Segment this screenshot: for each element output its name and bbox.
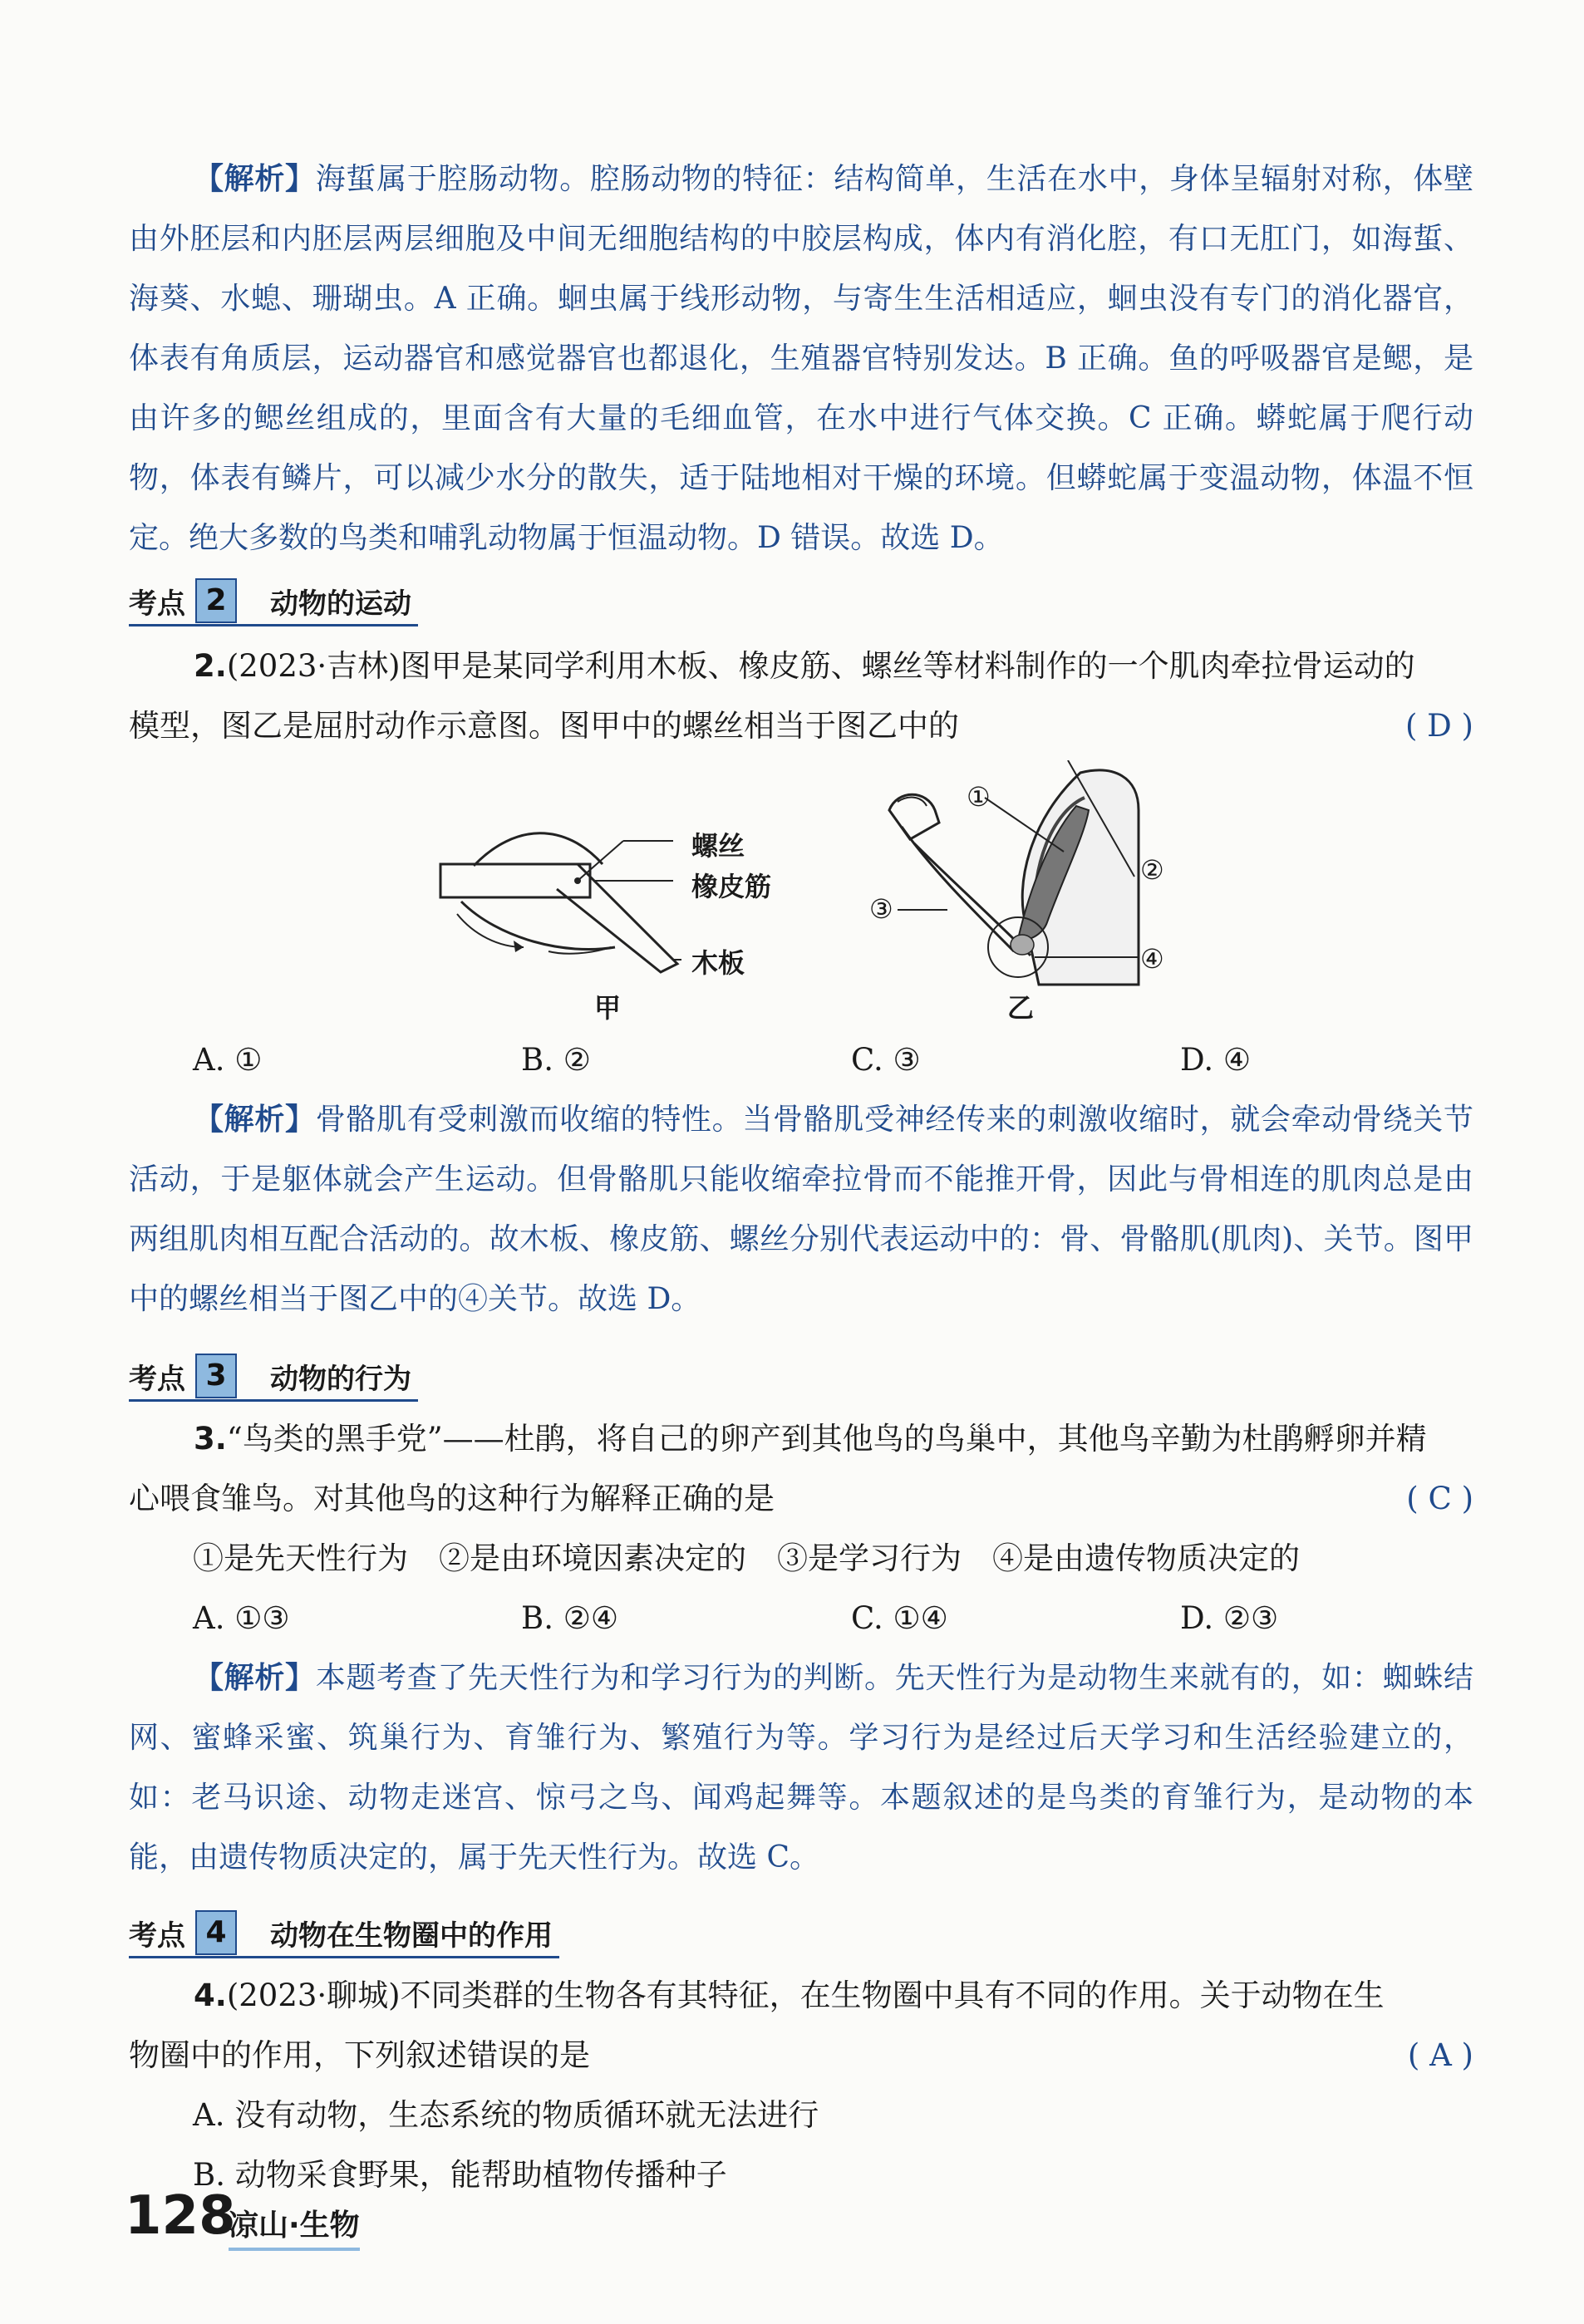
q2-line-1: [129, 636, 1473, 696]
analysis-tag: 【解析】: [194, 1661, 316, 1695]
q3-option-d[interactable]: D. ②③: [1180, 1600, 1279, 1636]
q4-answer: ( A ): [1407, 2037, 1473, 2073]
analysis-2-text: 骨骼肌有受刺激而收缩的特性。当骨骼肌受神经传来的刺激收缩时，就会牵动骨绕关节活动，于是躯体就会产生运动。但骨骼肌只能收缩牵拉骨而不能推开骨，因此与骨相连的肌肉总是由两组肌肉相互配合活动的。故木板、橡皮筋、螺丝分别代表运动中的：骨、骨骼肌(肌肉)、关节。图甲中的螺丝相当于图乙中的④关节。故选 D。: [129, 1103, 1473, 1316]
section-title: 动物的运动: [270, 587, 411, 621]
marker-2: ②: [1140, 854, 1164, 886]
q4-number: 4.: [194, 1978, 227, 2013]
analysis-2: [129, 1090, 1473, 1329]
q2-option-d[interactable]: D. ④: [1180, 1042, 1252, 1078]
q2-line-2: [129, 696, 1473, 756]
label-luosi: 螺丝: [691, 830, 745, 862]
q4-text-2: 物圈中的作用，下列叙述错误的是: [129, 2037, 590, 2073]
analysis-tag: 【解析】: [194, 1103, 316, 1137]
analysis-1-text: 海蜇属于腔肠动物。腔肠动物的特征：结构简单，生活在水中，身体呈辐射对称，体壁由外胚层和内胚层两层细胞及中间无细胞结构的中胶层构成，体内有消化腔，有口无肛门，如海蜇、海葵、水螅、珊瑚虫。A 正确。蛔虫属于线形动物，与寄生生活相适应，蛔虫没有专门的消化器官，体表有角质层，运动器官和感觉器官也都退化，生殖器官特别发达。B 正确。鱼的呼吸器官是鳃，是由许多的鳃丝组成的，里面含有大量的毛细血管，在水中进行气体交换。C 正确。蟒蛇属于爬行动物，体表有鳞片，可以减少水分的散失，适于陆地相对干燥的环境。但蟒蛇属于变温动物，体温不恒定。绝大多数的鸟类和哺乳动物属于恒温动物。D 错误。故选 D。: [129, 162, 1473, 555]
section-2-header: [129, 577, 418, 626]
q2-options: [193, 1030, 1473, 1090]
q3-answer: ( C ): [1406, 1481, 1473, 1516]
q3-statements-text: ①是先天性行为 ②是由环境因素决定的 ③是学习行为 ④是由遗传物质决定的: [193, 1540, 1300, 1576]
footer-book-title: 凉山·生物: [229, 2202, 360, 2251]
analysis-3-text: 本题考查了先天性行为和学习行为的判断。先天性行为是动物生来就有的，如：蜘蛛结网、蜜蜂采蜜、筑巢行为、育雏行为、繁殖行为等。学习行为是经过后天学习和生活经验建立的，如：老马识途、动物走迷宫、惊弓之鸟、闻鸡起舞等。本题叙述的是鸟类的育雏行为，是动物的本能，由遗传物质决定的，属于先天性行为。故选 C。: [129, 1661, 1473, 1874]
q3-option-a[interactable]: A. ①③: [193, 1600, 290, 1636]
q3-text-1: “鸟类的黑手党”——杜鹃，将自己的卵产到其他鸟的鸟巢中，其他鸟辛勤为杜鹃孵卵并精: [226, 1421, 1427, 1457]
q2-answer: ( D ): [1404, 708, 1473, 744]
q3-line-2: [129, 1469, 1473, 1529]
q4-option-b-text: B. 动物采食野果，能帮助植物传播种子: [193, 2157, 727, 2193]
q2-option-c[interactable]: C. ③: [851, 1042, 921, 1078]
analysis-3: [129, 1648, 1473, 1888]
label-muban: 木板: [691, 947, 745, 979]
q3-text-2: 心喂食雏鸟。对其他鸟的这种行为解释正确的是: [129, 1481, 775, 1516]
q4-line-2: [129, 2026, 1473, 2086]
marker-3: ③: [869, 893, 893, 925]
q3-statements: [193, 1529, 1473, 1589]
q4-line-1: [129, 1966, 1473, 2026]
q3-option-b[interactable]: B. ②④: [521, 1600, 619, 1636]
q3-option-c[interactable]: C. ①④: [851, 1600, 948, 1636]
section-label: 考点: [129, 587, 185, 621]
q3-line-1: [129, 1409, 1473, 1469]
page-number: 128: [125, 2185, 236, 2247]
q2-option-b[interactable]: B. ②: [521, 1042, 591, 1078]
q3-options: [193, 1589, 1473, 1648]
q4-option-a[interactable]: [193, 2086, 1473, 2145]
section-4-header: [129, 1909, 559, 1958]
q4-option-a-text: A. 没有动物，生态系统的物质循环就无法进行: [193, 2097, 819, 2133]
section-label: 考点: [129, 1919, 185, 1953]
section-number: 4: [195, 1910, 237, 1955]
section-number: 2: [195, 578, 237, 623]
section-title: 动物在生物圈中的作用: [270, 1919, 553, 1953]
figure-yi-label: 乙: [1007, 992, 1035, 1024]
section-3-header: [129, 1353, 418, 1402]
marker-4: ④: [1140, 943, 1164, 975]
marker-1: ①: [967, 781, 991, 813]
q2-number: 2.: [194, 648, 227, 684]
section-title: 动物的行为: [270, 1362, 411, 1396]
analysis-tag: 【解析】: [194, 162, 316, 196]
q2-text-2: 模型，图乙是屈肘动作示意图。图甲中的螺丝相当于图乙中的: [129, 708, 959, 744]
section-number: 3: [195, 1354, 237, 1398]
q2-text-1: (2023·吉林)图甲是某同学利用木板、橡皮筋、螺丝等材料制作的一个肌肉牵拉骨运动的: [226, 648, 1415, 684]
figure-jia-label: 甲: [594, 992, 622, 1024]
analysis-1: [129, 150, 1473, 568]
label-xiangpijin: 橡皮筋: [691, 871, 772, 902]
q3-number: 3.: [194, 1421, 227, 1457]
section-label: 考点: [129, 1362, 185, 1396]
q4-option-b[interactable]: [193, 2145, 1473, 2205]
q4-text-1: (2023·聊城)不同类群的生物各有其特征，在生物圈中具有不同的作用。关于动物在生: [226, 1978, 1385, 2013]
q2-option-a[interactable]: A. ①: [193, 1042, 263, 1078]
